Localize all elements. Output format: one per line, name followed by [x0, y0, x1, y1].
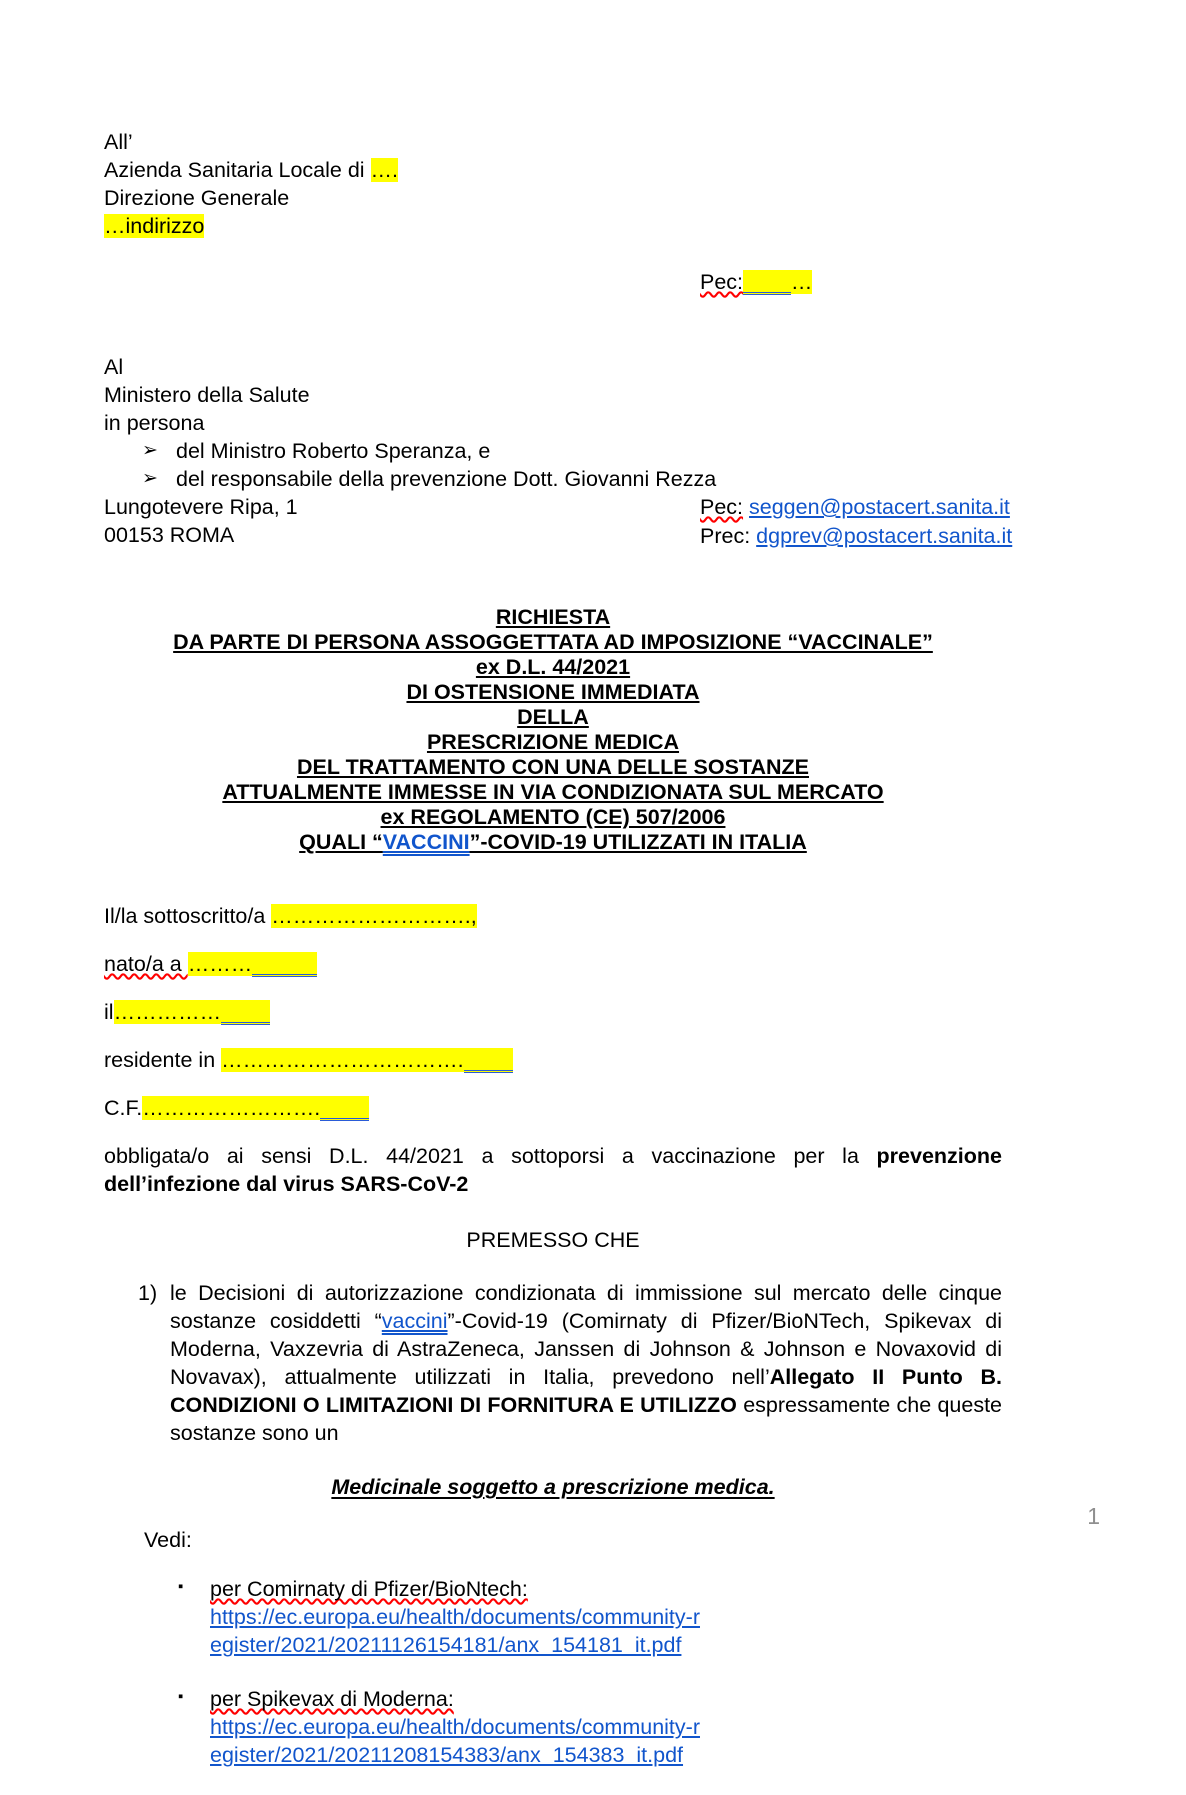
field-blue-underline: [320, 1098, 369, 1121]
field-label: C.F.: [104, 1096, 143, 1120]
ministero-address-2: 00153 ROMA: [104, 523, 235, 547]
asl-line-2: [104, 156, 1002, 184]
title-line-8: ATTUALMENTE IMMESSE IN VIA CONDIZIONATA SUL MERCATO: [222, 780, 884, 804]
ministero-prec-email-link[interactable]: dgprev@postacert.sanita.it: [756, 524, 1013, 548]
asl-pec-fill: [743, 270, 812, 294]
field-residente: [104, 1046, 1002, 1074]
title-line-2: DA PARTE DI PERSONA ASSOGGETTATA AD IMPOSIZIONE “VACCINALE”: [173, 630, 933, 654]
vedi-label: Vedi:: [144, 1528, 192, 1552]
premesso-che-heading: PREMESSO CHE: [466, 1228, 640, 1252]
recipient-asl-block: [104, 128, 1002, 240]
field-blue-underline: [252, 954, 317, 977]
arrow-bullet-icon: ➢: [142, 468, 158, 489]
field-blue-underline: [221, 1002, 270, 1025]
title-line-5: DELLA: [517, 705, 589, 729]
obbligato-paragraph: [104, 1142, 1002, 1198]
spacer-2: [104, 297, 1002, 325]
title-line-10: [104, 830, 1002, 855]
title-line-3: ex D.L. 44/2021: [475, 655, 631, 679]
title-line-7: DEL TRATTAMENTO CON UNA DELLE SOSTANZE: [296, 755, 809, 779]
field-blue-underline: [464, 1050, 513, 1073]
item-number: 1): [138, 1281, 158, 1305]
title-line-4: DI OSTENSIONE IMMEDIATA: [406, 680, 700, 704]
title-line-9: ex REGOLAMENTO (CE) 507/2006: [380, 805, 726, 829]
asl-pec-label: Pec:: [700, 270, 744, 294]
title-last-part1: QUALI “: [299, 830, 383, 854]
ministero-line-3: in persona: [104, 411, 205, 435]
field-dots: ………: [187, 952, 253, 976]
ministero-prec-row: [104, 522, 1013, 551]
field-input-il-data[interactable]: [114, 1000, 270, 1024]
item-part-a: le Decisioni di autorizzazione condizionata di immissione sul mercato delle cinque sostanze cosiddetti “: [170, 1281, 1002, 1333]
link-url-comirnaty[interactable]: https://ec.europa.eu/health/documents/community-register/2021/20211126154181/anx_154181_it.pdf: [210, 1605, 700, 1657]
field-dots: ……………: [113, 1000, 222, 1024]
field-label: residente in: [104, 1048, 222, 1072]
field-nato-a: [104, 950, 1002, 978]
field-label: nato/a a: [104, 952, 188, 976]
ministero-pec-label: Pec:: [700, 495, 744, 519]
square-bullet-icon: ▪: [178, 1578, 184, 1595]
title-line-1: RICHIESTA: [495, 605, 611, 629]
obbligato-text: obbligata/o ai sensi D.L. 44/2021 a sottoporsi a vaccinazione per la: [104, 1144, 877, 1168]
square-bullet-icon: ▪: [178, 1688, 184, 1705]
asl-pec-dots: …: [790, 270, 813, 294]
ministero-line-1: Al: [104, 355, 124, 379]
asl-pec-row: [104, 268, 1002, 297]
field-input-codice-fiscale[interactable]: [142, 1096, 369, 1120]
medicinale-statement: Medicinale soggetto a prescrizione medica.: [331, 1475, 775, 1499]
list-item: [104, 465, 1002, 493]
list-item: [104, 437, 1002, 465]
asl-line-4: [104, 212, 1002, 240]
reference-link-list: [104, 1575, 1002, 1769]
asl-line-1: All’: [104, 130, 133, 154]
field-input-residente[interactable]: [221, 1048, 512, 1072]
document-body: [104, 128, 1013, 1795]
link-url-spikevax[interactable]: https://ec.europa.eu/health/documents/community-register/2021/20211208154383/anx_154383_it.pdf: [210, 1715, 700, 1767]
title-vaccini-emphasis: VACCINI: [382, 830, 470, 854]
title-line-6: PRESCRIZIONE MEDICA: [426, 730, 680, 754]
ministero-pec-email-link[interactable]: seggen@postacert.sanita.it: [749, 495, 1010, 519]
item-part-c: espressamente che queste sostanze sono un: [170, 1393, 1003, 1445]
link-label-comirnaty: per Comirnaty di Pfizer/BioNtech:: [210, 1577, 528, 1601]
ministero-person-list: [104, 437, 1002, 493]
title-last-part2: ”-COVID-19 UTILIZZATI IN ITALIA: [469, 830, 807, 854]
asl-line-2-label: Azienda Sanitaria Locale di: [104, 158, 371, 182]
spacer-1: [104, 240, 1002, 268]
arrow-bullet-icon: ➢: [142, 440, 158, 461]
link-label-spikevax: per Spikevax di Moderna:: [210, 1687, 454, 1711]
asl-line-3: Direzione Generale: [104, 186, 290, 210]
person-label: del responsabile della prevenzione Dott. Giovanni Rezza: [176, 467, 717, 491]
asl-address-fill: …indirizzo: [104, 214, 205, 238]
field-il-data: [104, 998, 1002, 1026]
numbered-item-1: [104, 1279, 1002, 1447]
list-item: [104, 1685, 1002, 1769]
ministero-prec-label: Prec:: [700, 524, 751, 548]
person-label: del Ministro Roberto Speranza, e: [176, 439, 491, 463]
item-allegato-bold: Allegato II Punto B. CONDIZIONI O LIMITAZIONI DI FORNITURA E UTILIZZO: [170, 1365, 1002, 1417]
asl-pec-blue-underline: [743, 272, 791, 295]
field-input-sottoscritto[interactable]: ……………………….,: [271, 904, 477, 928]
item-part-b: ”-Covid-19 (Comirnaty di Pfizer/BioNTech, Spikevax di Moderna, Vaxzevria di AstraZeneca, Janssen di Johnson & Johnson e Novaxovid di Novavax), attualmente utilizzati in Italia, prevedono nell’: [170, 1309, 1002, 1389]
form-fields-section: [104, 902, 1002, 1122]
field-label: il: [104, 1000, 114, 1024]
field-codice-fiscale: [104, 1094, 1002, 1122]
ministero-address-1: Lungotevere Ripa, 1: [104, 495, 298, 519]
field-dots: …………………………….: [221, 1048, 464, 1072]
item-vaccini-emphasis: vaccini: [381, 1309, 448, 1333]
field-input-nato-a[interactable]: [188, 952, 317, 976]
field-dots: …………………….: [142, 1096, 321, 1120]
obbligato-bold-text: prevenzione dell’infezione dal virus SARS-CoV-2: [104, 1144, 1002, 1196]
page-number: 1: [1087, 1503, 1100, 1529]
spacer-3: [104, 325, 1002, 353]
document-title: [104, 605, 1002, 855]
field-sottoscritto: [104, 902, 1002, 930]
field-label: Il/la sottoscritto/a: [104, 904, 272, 928]
ministero-line-2: Ministero della Salute: [104, 383, 310, 407]
asl-city-fill: ….: [370, 158, 399, 182]
list-item: [104, 1575, 1002, 1659]
